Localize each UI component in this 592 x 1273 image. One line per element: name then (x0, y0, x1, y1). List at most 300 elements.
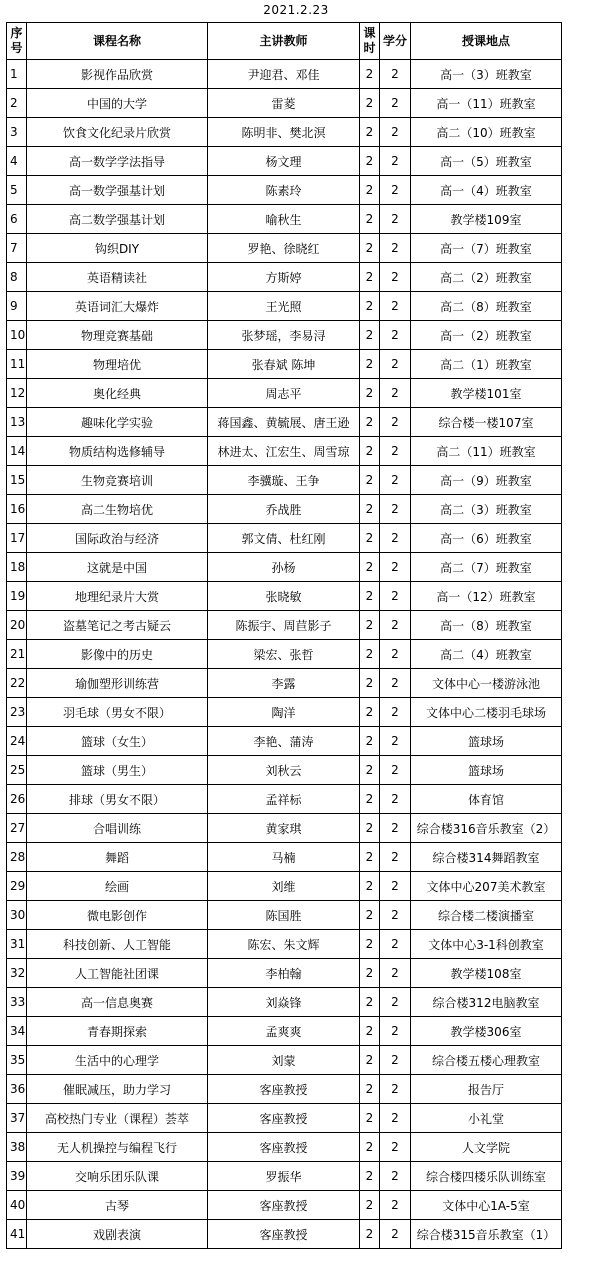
cell-credits: 2 (380, 582, 411, 611)
cell-teacher: 李艳、蒲涛 (208, 727, 360, 756)
cell-location: 综合楼315音乐教室（1） (411, 1220, 562, 1249)
cell-teacher: 黄家琪 (208, 814, 360, 843)
cell-course: 高校热门专业（课程）荟萃 (27, 1104, 208, 1133)
table-row (7, 176, 562, 205)
cell-seq: 10 (7, 321, 27, 350)
cell-credits: 2 (380, 1075, 411, 1104)
table-row (7, 843, 562, 872)
table-row (7, 1220, 562, 1249)
cell-credits: 2 (380, 727, 411, 756)
table-row (7, 408, 562, 437)
cell-course: 饮食文化纪录片欣赏 (27, 118, 208, 147)
cell-course: 物理培优 (27, 350, 208, 379)
header-seq (7, 23, 27, 60)
cell-credits: 2 (380, 292, 411, 321)
cell-teacher: 孟祥标 (208, 785, 360, 814)
cell-teacher: 王光照 (208, 292, 360, 321)
cell-location: 文体中心3-1科创教室 (411, 930, 562, 959)
table-row (7, 611, 562, 640)
cell-course: 高二生物培优 (27, 495, 208, 524)
cell-location: 报告厅 (411, 1075, 562, 1104)
cell-credits: 2 (380, 814, 411, 843)
cell-teacher: 陈宏、朱文辉 (208, 930, 360, 959)
cell-seq: 29 (7, 872, 27, 901)
cell-teacher: 马楠 (208, 843, 360, 872)
cell-location: 人文学院 (411, 1133, 562, 1162)
table-row (7, 466, 562, 495)
table-row (7, 901, 562, 930)
cell-hours: 2 (360, 60, 380, 89)
cell-course: 盗墓笔记之考古疑云 (27, 611, 208, 640)
cell-seq: 6 (7, 205, 27, 234)
table-row (7, 669, 562, 698)
cell-credits: 2 (380, 959, 411, 988)
cell-teacher: 刘秋云 (208, 756, 360, 785)
table-row (7, 988, 562, 1017)
cell-course: 趣味化学实验 (27, 408, 208, 437)
cell-location: 综合楼314舞蹈教室 (411, 843, 562, 872)
cell-hours: 2 (360, 176, 380, 205)
cell-hours: 2 (360, 118, 380, 147)
cell-teacher: 客座教授 (208, 1104, 360, 1133)
cell-course: 高二数学强基计划 (27, 205, 208, 234)
cell-credits: 2 (380, 669, 411, 698)
cell-hours: 2 (360, 611, 380, 640)
cell-seq: 30 (7, 901, 27, 930)
cell-credits: 2 (380, 118, 411, 147)
cell-location: 文体中心1A-5室 (411, 1191, 562, 1220)
cell-credits: 2 (380, 466, 411, 495)
cell-teacher: 客座教授 (208, 1075, 360, 1104)
cell-credits: 2 (380, 1220, 411, 1249)
cell-location: 高二（8）班教室 (411, 292, 562, 321)
cell-hours: 2 (360, 379, 380, 408)
cell-teacher: 陈素玲 (208, 176, 360, 205)
table-body (7, 60, 562, 1249)
cell-teacher: 杨文理 (208, 147, 360, 176)
cell-teacher: 孟爽爽 (208, 1017, 360, 1046)
cell-seq: 31 (7, 930, 27, 959)
table-row (7, 930, 562, 959)
table-row (7, 234, 562, 263)
cell-location: 综合楼五楼心理教室 (411, 1046, 562, 1075)
cell-hours: 2 (360, 524, 380, 553)
cell-hours: 2 (360, 959, 380, 988)
cell-location: 高一（2）班教室 (411, 321, 562, 350)
cell-course: 篮球（女生） (27, 727, 208, 756)
cell-hours: 2 (360, 466, 380, 495)
cell-hours: 2 (360, 1191, 380, 1220)
cell-hours: 2 (360, 321, 380, 350)
cell-teacher: 罗艳、徐晓红 (208, 234, 360, 263)
cell-teacher: 刘维 (208, 872, 360, 901)
cell-seq: 13 (7, 408, 27, 437)
cell-course: 英语词汇大爆炸 (27, 292, 208, 321)
cell-seq: 32 (7, 959, 27, 988)
cell-course: 舞蹈 (27, 843, 208, 872)
cell-teacher: 梁宏、张哲 (208, 640, 360, 669)
header-seq-line2: 号 (10, 41, 23, 55)
cell-seq: 21 (7, 640, 27, 669)
cell-location: 综合楼二楼演播室 (411, 901, 562, 930)
cell-course: 合唱训练 (27, 814, 208, 843)
cell-hours: 2 (360, 553, 380, 582)
cell-teacher: 雷菱 (208, 89, 360, 118)
cell-credits: 2 (380, 350, 411, 379)
cell-credits: 2 (380, 611, 411, 640)
header-hours-line1: 课 (363, 26, 376, 40)
cell-credits: 2 (380, 1017, 411, 1046)
cell-hours: 2 (360, 814, 380, 843)
cell-teacher: 李柏翰 (208, 959, 360, 988)
cell-course: 中国的大学 (27, 89, 208, 118)
header-course: 课程名称 (27, 23, 208, 60)
cell-seq: 4 (7, 147, 27, 176)
cell-seq: 17 (7, 524, 27, 553)
table-row (7, 1191, 562, 1220)
cell-location: 综合楼312电脑教室 (411, 988, 562, 1017)
cell-course: 钩织DIY (27, 234, 208, 263)
cell-hours: 2 (360, 1133, 380, 1162)
table-row (7, 321, 562, 350)
cell-location: 高一（7）班教室 (411, 234, 562, 263)
table-row (7, 60, 562, 89)
cell-credits: 2 (380, 437, 411, 466)
cell-location: 高一（11）班教室 (411, 89, 562, 118)
cell-location: 教学楼306室 (411, 1017, 562, 1046)
cell-hours: 2 (360, 785, 380, 814)
cell-credits: 2 (380, 698, 411, 727)
table-row (7, 147, 562, 176)
cell-credits: 2 (380, 176, 411, 205)
cell-hours: 2 (360, 640, 380, 669)
cell-hours: 2 (360, 1046, 380, 1075)
table-row (7, 1133, 562, 1162)
cell-seq: 20 (7, 611, 27, 640)
cell-course: 高一信息奥赛 (27, 988, 208, 1017)
cell-location: 文体中心二楼羽毛球场 (411, 698, 562, 727)
cell-hours: 2 (360, 147, 380, 176)
cell-location: 高二（7）班教室 (411, 553, 562, 582)
cell-hours: 2 (360, 901, 380, 930)
cell-credits: 2 (380, 263, 411, 292)
table-row (7, 495, 562, 524)
cell-location: 高二（1）班教室 (411, 350, 562, 379)
cell-hours: 2 (360, 263, 380, 292)
cell-hours: 2 (360, 292, 380, 321)
cell-location: 综合楼四楼乐队训练室 (411, 1162, 562, 1191)
cell-seq: 16 (7, 495, 27, 524)
cell-hours: 2 (360, 234, 380, 263)
cell-seq: 8 (7, 263, 27, 292)
cell-seq: 40 (7, 1191, 27, 1220)
cell-seq: 41 (7, 1220, 27, 1249)
cell-location: 高二（11）班教室 (411, 437, 562, 466)
cell-seq: 5 (7, 176, 27, 205)
cell-teacher: 陈明非、樊北溟 (208, 118, 360, 147)
cell-hours: 2 (360, 872, 380, 901)
cell-hours: 2 (360, 1017, 380, 1046)
cell-course: 篮球（男生） (27, 756, 208, 785)
cell-teacher: 刘蒙 (208, 1046, 360, 1075)
cell-course: 物质结构选修辅导 (27, 437, 208, 466)
cell-teacher: 尹迎君、邓佳 (208, 60, 360, 89)
cell-course: 物理竞赛基础 (27, 321, 208, 350)
cell-credits: 2 (380, 843, 411, 872)
cell-location: 高一（4）班教室 (411, 176, 562, 205)
cell-teacher: 陈振宇、周苣影子 (208, 611, 360, 640)
cell-location: 文体中心一楼游泳池 (411, 669, 562, 698)
table-row (7, 437, 562, 466)
cell-location: 高二（2）班教室 (411, 263, 562, 292)
cell-hours: 2 (360, 1162, 380, 1191)
cell-hours: 2 (360, 988, 380, 1017)
table-row (7, 118, 562, 147)
cell-seq: 26 (7, 785, 27, 814)
cell-teacher: 林进太、江宏生、周雪琼 (208, 437, 360, 466)
cell-course: 无人机操控与编程飞行 (27, 1133, 208, 1162)
cell-teacher: 陶洋 (208, 698, 360, 727)
course-schedule-table (6, 22, 562, 1249)
header-row (7, 23, 562, 60)
header-location: 授课地点 (411, 23, 562, 60)
cell-location: 高一（6）班教室 (411, 524, 562, 553)
cell-location: 高二（10）班教室 (411, 118, 562, 147)
cell-teacher: 喻秋生 (208, 205, 360, 234)
cell-hours: 2 (360, 756, 380, 785)
table-row (7, 698, 562, 727)
cell-credits: 2 (380, 321, 411, 350)
cell-credits: 2 (380, 785, 411, 814)
header-seq-line1: 序 (10, 26, 23, 40)
cell-teacher: 客座教授 (208, 1220, 360, 1249)
cell-location: 小礼堂 (411, 1104, 562, 1133)
table-row (7, 1104, 562, 1133)
cell-course: 英语精读社 (27, 263, 208, 292)
cell-credits: 2 (380, 756, 411, 785)
cell-hours: 2 (360, 698, 380, 727)
cell-hours: 2 (360, 495, 380, 524)
cell-location: 教学楼109室 (411, 205, 562, 234)
cell-course: 生活中的心理学 (27, 1046, 208, 1075)
cell-course: 地理纪录片大赏 (27, 582, 208, 611)
table-row (7, 89, 562, 118)
cell-location: 高一（12）班教室 (411, 582, 562, 611)
cell-seq: 25 (7, 756, 27, 785)
cell-course: 奥化经典 (27, 379, 208, 408)
cell-hours: 2 (360, 89, 380, 118)
cell-credits: 2 (380, 872, 411, 901)
cell-teacher: 陈国胜 (208, 901, 360, 930)
cell-course: 微电影创作 (27, 901, 208, 930)
cell-teacher: 孙杨 (208, 553, 360, 582)
cell-seq: 14 (7, 437, 27, 466)
cell-seq: 3 (7, 118, 27, 147)
cell-seq: 28 (7, 843, 27, 872)
cell-seq: 1 (7, 60, 27, 89)
table-row (7, 292, 562, 321)
table-row (7, 872, 562, 901)
table-header (7, 23, 562, 60)
cell-course: 排球（男女不限） (27, 785, 208, 814)
cell-credits: 2 (380, 930, 411, 959)
cell-hours: 2 (360, 205, 380, 234)
cell-hours: 2 (360, 727, 380, 756)
cell-location: 篮球场 (411, 727, 562, 756)
cell-credits: 2 (380, 234, 411, 263)
cell-seq: 2 (7, 89, 27, 118)
table-row (7, 814, 562, 843)
cell-hours: 2 (360, 1075, 380, 1104)
cell-teacher: 客座教授 (208, 1191, 360, 1220)
cell-location: 高一（3）班教室 (411, 60, 562, 89)
cell-course: 这就是中国 (27, 553, 208, 582)
cell-credits: 2 (380, 1191, 411, 1220)
cell-course: 影像中的历史 (27, 640, 208, 669)
table-row (7, 524, 562, 553)
cell-course: 青春期探索 (27, 1017, 208, 1046)
cell-location: 教学楼101室 (411, 379, 562, 408)
cell-teacher: 乔战胜 (208, 495, 360, 524)
cell-seq: 15 (7, 466, 27, 495)
header-hours-line2: 时 (363, 41, 376, 55)
header-credits: 学分 (380, 23, 411, 60)
cell-seq: 38 (7, 1133, 27, 1162)
cell-credits: 2 (380, 640, 411, 669)
cell-seq: 23 (7, 698, 27, 727)
cell-credits: 2 (380, 1104, 411, 1133)
cell-credits: 2 (380, 1133, 411, 1162)
cell-location: 高二（3）班教室 (411, 495, 562, 524)
table-row (7, 1046, 562, 1075)
table-row (7, 959, 562, 988)
table-row (7, 1162, 562, 1191)
table-row (7, 553, 562, 582)
cell-teacher: 张晓敏 (208, 582, 360, 611)
cell-course: 国际政治与经济 (27, 524, 208, 553)
cell-teacher: 刘焱锋 (208, 988, 360, 1017)
cell-seq: 24 (7, 727, 27, 756)
cell-location: 高一（8）班教室 (411, 611, 562, 640)
cell-seq: 11 (7, 350, 27, 379)
cell-seq: 22 (7, 669, 27, 698)
cell-course: 高一数学强基计划 (27, 176, 208, 205)
cell-hours: 2 (360, 1220, 380, 1249)
cell-credits: 2 (380, 379, 411, 408)
cell-hours: 2 (360, 930, 380, 959)
table-row (7, 582, 562, 611)
cell-seq: 39 (7, 1162, 27, 1191)
cell-credits: 2 (380, 901, 411, 930)
cell-teacher: 李骥璇、王争 (208, 466, 360, 495)
cell-course: 绘画 (27, 872, 208, 901)
cell-location: 综合楼316音乐教室（2） (411, 814, 562, 843)
cell-teacher: 郭文倩、杜红刚 (208, 524, 360, 553)
cell-course: 生物竞赛培训 (27, 466, 208, 495)
cell-seq: 33 (7, 988, 27, 1017)
cell-location: 高一（5）班教室 (411, 147, 562, 176)
cell-seq: 9 (7, 292, 27, 321)
header-teacher: 主讲教师 (208, 23, 360, 60)
table-row (7, 350, 562, 379)
cell-seq: 37 (7, 1104, 27, 1133)
cell-course: 瑜伽塑形训练营 (27, 669, 208, 698)
cell-credits: 2 (380, 524, 411, 553)
cell-teacher: 张梦瑶，李易浔 (208, 321, 360, 350)
cell-teacher: 蒋国鑫、黄毓展、唐王逊 (208, 408, 360, 437)
cell-course: 催眠减压，助力学习 (27, 1075, 208, 1104)
cell-credits: 2 (380, 495, 411, 524)
cell-credits: 2 (380, 553, 411, 582)
cell-seq: 18 (7, 553, 27, 582)
cell-hours: 2 (360, 582, 380, 611)
table-row (7, 785, 562, 814)
cell-location: 综合楼一楼107室 (411, 408, 562, 437)
table-row (7, 756, 562, 785)
cell-seq: 34 (7, 1017, 27, 1046)
cell-course: 古琴 (27, 1191, 208, 1220)
cell-credits: 2 (380, 988, 411, 1017)
cell-location: 教学楼108室 (411, 959, 562, 988)
cell-hours: 2 (360, 669, 380, 698)
cell-location: 高一（9）班教室 (411, 466, 562, 495)
cell-course: 戏剧表演 (27, 1220, 208, 1249)
cell-course: 羽毛球（男女不限） (27, 698, 208, 727)
cell-course: 影视作品欣赏 (27, 60, 208, 89)
table-row (7, 263, 562, 292)
table-row (7, 640, 562, 669)
cell-hours: 2 (360, 1104, 380, 1133)
table-row (7, 1075, 562, 1104)
cell-hours: 2 (360, 350, 380, 379)
cell-credits: 2 (380, 1162, 411, 1191)
cell-seq: 35 (7, 1046, 27, 1075)
cell-teacher: 李露 (208, 669, 360, 698)
header-hours (360, 23, 380, 60)
cell-hours: 2 (360, 843, 380, 872)
cell-teacher: 张春斌 陈坤 (208, 350, 360, 379)
cell-credits: 2 (380, 60, 411, 89)
cell-seq: 19 (7, 582, 27, 611)
cell-teacher: 周志平 (208, 379, 360, 408)
cell-course: 科技创新、人工智能 (27, 930, 208, 959)
cell-teacher: 方斯婷 (208, 263, 360, 292)
cell-location: 高二（4）班教室 (411, 640, 562, 669)
cell-seq: 12 (7, 379, 27, 408)
cell-location: 文体中心207美术教室 (411, 872, 562, 901)
cell-course: 高一数学学法指导 (27, 147, 208, 176)
cell-hours: 2 (360, 437, 380, 466)
table-row (7, 205, 562, 234)
cell-location: 体育馆 (411, 785, 562, 814)
cell-teacher: 罗振华 (208, 1162, 360, 1191)
cell-seq: 27 (7, 814, 27, 843)
cell-hours: 2 (360, 408, 380, 437)
cell-seq: 7 (7, 234, 27, 263)
table-row (7, 727, 562, 756)
cell-credits: 2 (380, 89, 411, 118)
cell-credits: 2 (380, 1046, 411, 1075)
cell-teacher: 客座教授 (208, 1133, 360, 1162)
cell-credits: 2 (380, 205, 411, 234)
cell-credits: 2 (380, 408, 411, 437)
cell-location: 篮球场 (411, 756, 562, 785)
cell-course: 交响乐团乐队课 (27, 1162, 208, 1191)
table-row (7, 379, 562, 408)
cell-seq: 36 (7, 1075, 27, 1104)
document-date: 2021.2.23 (263, 3, 329, 17)
table-row (7, 1017, 562, 1046)
